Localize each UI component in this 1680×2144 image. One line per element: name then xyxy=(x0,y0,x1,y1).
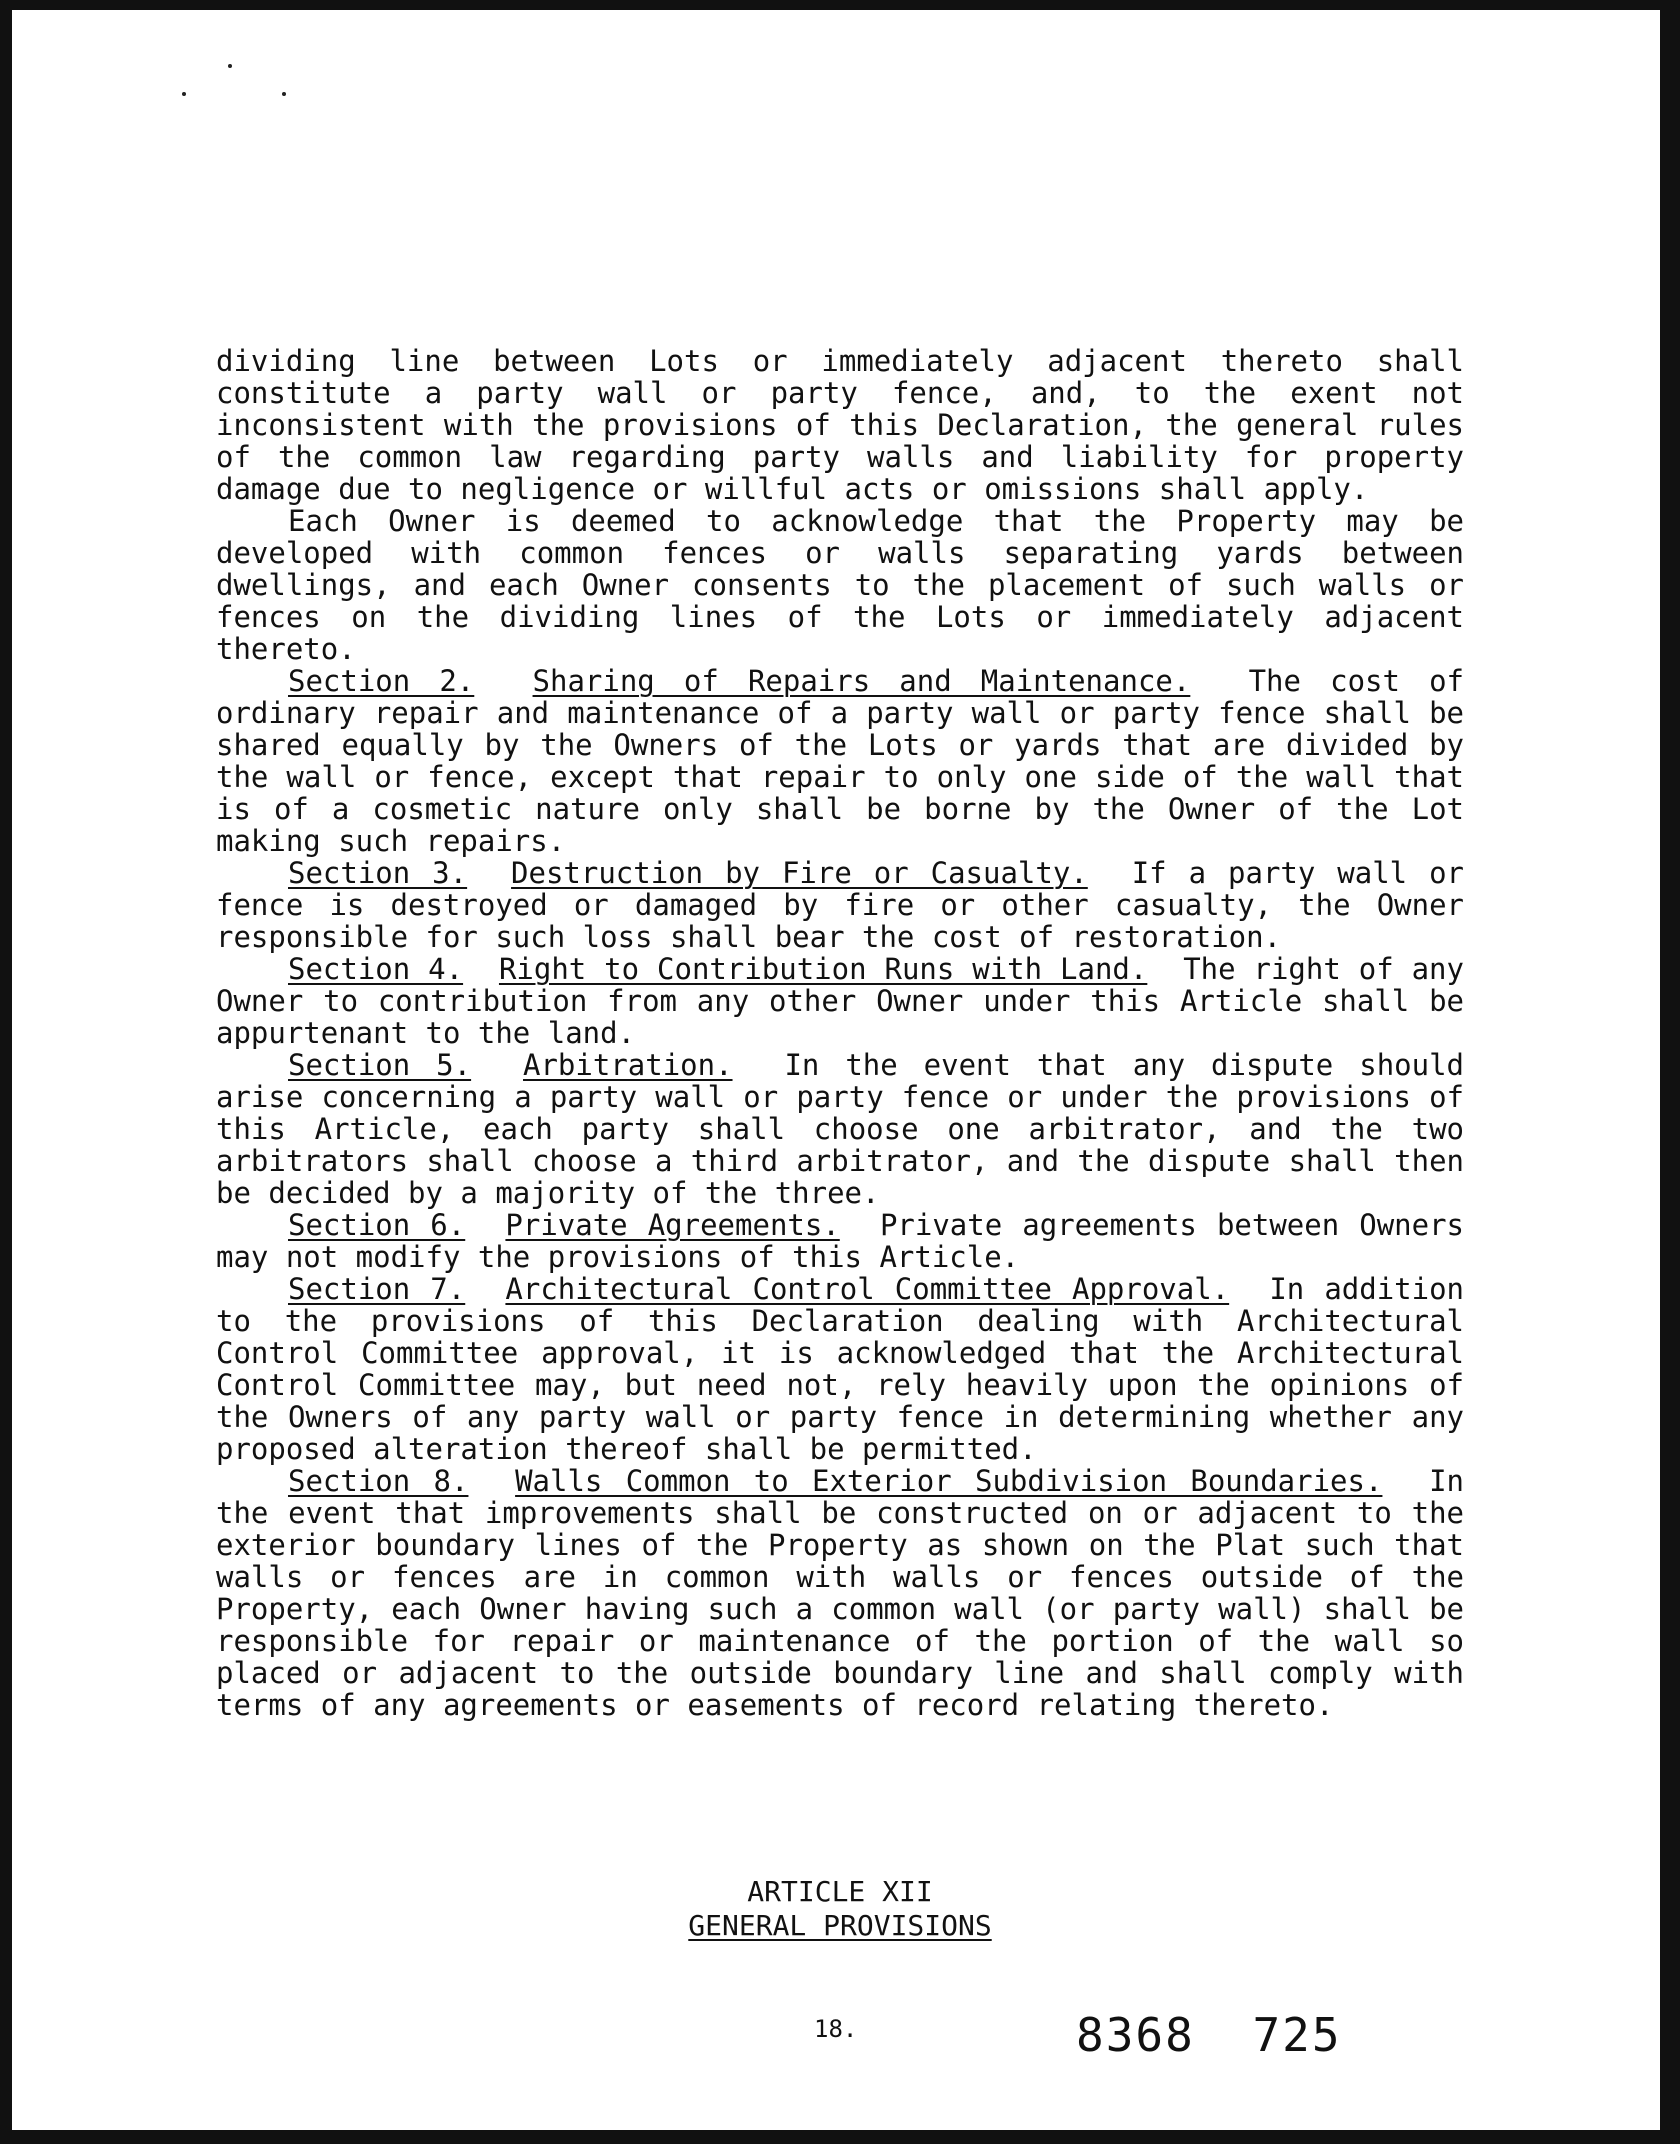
section-8 xyxy=(216,1465,1464,1721)
record-book: 8368 xyxy=(1076,2008,1195,2062)
section-6 xyxy=(216,1209,1464,1273)
scan-border-right xyxy=(1660,0,1680,2144)
section-heading: Right to Contribution Runs with Land. xyxy=(498,952,1148,986)
section-heading: Sharing of Repairs and Maintenance. xyxy=(532,664,1191,698)
section-number: Section 5. xyxy=(288,1048,472,1082)
section-number: Section 4. xyxy=(288,952,464,986)
section-number: Section 8. xyxy=(288,1464,469,1498)
article-heading xyxy=(0,1875,1680,1943)
section-body: If a party wall or fence is destroyed or damaged by fire or other casualty, the Owner responsible for such loss shall bear the cost of restoration. xyxy=(216,856,1465,954)
section-number: Section 2. xyxy=(288,664,475,698)
article-number: ARTICLE XII xyxy=(747,1875,933,1908)
section-3 xyxy=(216,857,1464,953)
section-body: In addition to the provisions of this Declaration dealing with Architectural Control Committee approval, it is acknowledged that the Architectural Control Committee may, but need not, rely heavily upon the opinions of the Owners of any party wall or party fence in determining whether any proposed alteration thereof shall be permitted. xyxy=(216,1272,1465,1466)
section-heading: Architectural Control Committee Approval. xyxy=(505,1272,1230,1306)
page-number: 18. xyxy=(814,2015,858,2043)
section-body: The cost of ordinary repair and maintenance of a party wall or party fence shall be shared equally by the Owners of the Lots or yards that are divided by the wall or fence, except that repair to only one side of the wall that is of a cosmetic nature only shall be borne by the Owner of the Lot making such repairs. xyxy=(216,664,1464,858)
scan-border-left xyxy=(0,0,12,2144)
intro-paragraph: dividing line between Lots or immediately adjacent thereto shall constitute a party wall or party fence, and, to the exent not inconsistent with the provisions of this Declaration, the general rules of the common law regarding party walls and liability for property damage due to negligence or willful acts or omissions shall apply. xyxy=(216,344,1464,506)
section-4 xyxy=(216,953,1464,1049)
record-page: 725 xyxy=(1252,2008,1342,2062)
article-title: GENERAL PROVISIONS xyxy=(688,1909,992,1942)
scan-speck xyxy=(282,92,286,96)
scan-speck xyxy=(228,64,232,68)
section-5 xyxy=(216,1049,1464,1209)
document-body xyxy=(216,345,1464,1721)
section-heading: Destruction by Fire or Casualty. xyxy=(511,856,1088,890)
section-heading: Private Agreements. xyxy=(505,1208,840,1242)
section-heading: Walls Common to Exterior Subdivision Boundaries. xyxy=(515,1464,1383,1498)
record-stamp xyxy=(1076,2008,1342,2062)
section-2 xyxy=(216,665,1464,857)
section-body: In the event that any dispute should arise concerning a party wall or party fence or under the provisions of this Article, each party shall choose one arbitrator, and the two arbitrators shall choose a third arbitrator, and the dispute shall then be decided by a majority of the three. xyxy=(216,1048,1464,1210)
section-number: Section 3. xyxy=(288,856,468,890)
intro-paragraph: Each Owner is deemed to acknowledge that the Property may be developed with common fences or walls separating yards between dwellings, and each Owner consents to the placement of such walls or fences on the dividing lines of the Lots or immediately adjacent thereto. xyxy=(216,504,1464,666)
section-body: The right of any Owner to contribution from any other Owner under this Article shall be appurtenant to the land. xyxy=(216,952,1464,1050)
scan-speck xyxy=(182,92,186,96)
section-number: Section 7. xyxy=(288,1272,466,1306)
section-heading: Arbitration. xyxy=(523,1048,733,1082)
section-body: In the event that improvements shall be constructed on or adjacent to the exterior boundary lines of the Property as shown on the Plat such that walls or fences are in common with walls or fences outside of the Property, each Owner having such a common wall (or party wall) shall be responsible for repair or maintenance of the portion of the wall so placed or adjacent to the outside boundary line and shall comply with terms of any agreements or easements of record relating thereto. xyxy=(216,1464,1464,1722)
scan-border-bottom xyxy=(0,2130,1680,2144)
section-body: Private agreements between Owners may not modify the provisions of this Article. xyxy=(216,1208,1465,1274)
scan-border-top xyxy=(0,0,1680,10)
section-number: Section 6. xyxy=(288,1208,466,1242)
section-7 xyxy=(216,1273,1464,1465)
